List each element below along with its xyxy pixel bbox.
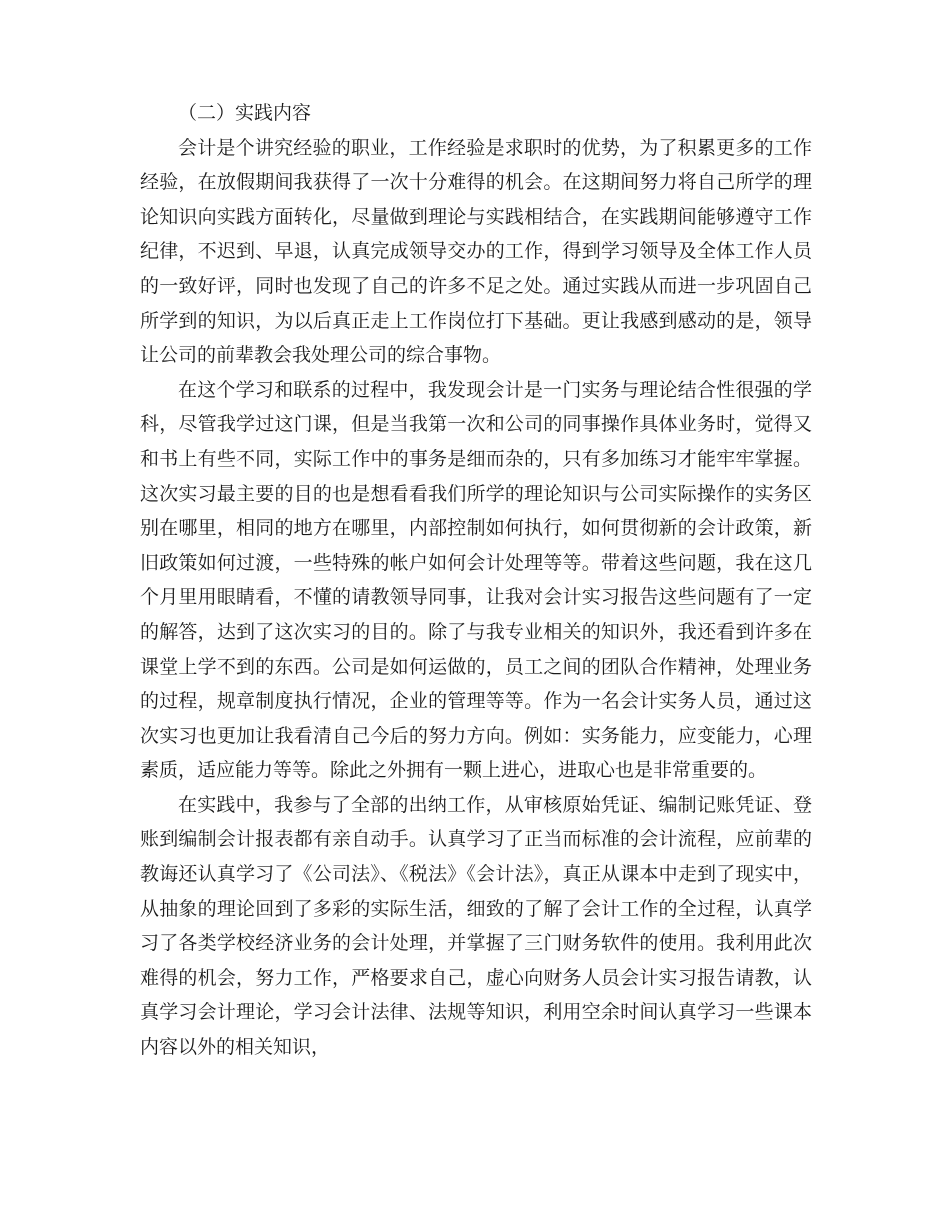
document-body [140, 96, 812, 1065]
paragraph-1: 会计是个讲究经验的职业，工作经验是求职时的优势，为了积累更多的工作经验，在放假期间我获得了一次十分难得的机会。在这期间努力将自己所学的理论知识向实践方面转化，尽量做到理论与实践相结合，在实践期间能够遵守工作纪律，不迟到、早退，认真完成领导交办的工作，得到学习领导及全体工作人员的一致好评，同时也发现了自己的许多不足之处。通过实践从而进一步巩固自己所学到的知识，为以后真正走上工作岗位打下基础。更让我感到感动的是，领导让公司的前辈教会我处理公司的综合事物。 [140, 136, 812, 367]
paragraph-2: 在这个学习和联系的过程中，我发现会计是一门实务与理论结合性很强的学科，尽管我学过这门课，但是当我第一次和公司的同事操作具体业务时，觉得又和书上有些不同，实际工作中的事务是细而杂的，只有多加练习才能牢牢掌握。这次实习最主要的目的也是想看看我们所学的理论知识与公司实际操作的实务区别在哪里，相同的地方在哪里，内部控制如何执行，如何贯彻新的会计政策，新旧政策如何过渡，一些特殊的帐户如何会计处理等等。带着这些问题，我在这几个月里用眼睛看，不懂的请教领导同事，让我对会计实习报告这些问题有了一定的解答，达到了这次实习的目的。除了与我专业相关的知识外，我还看到许多在课堂上学不到的东西。公司是如何运做的，员工之间的团队合作精神，处理业务的过程，规章制度执行情况，企业的管理等等。作为一名会计实务人员，通过这次实习也更加让我看清自己今后的努力方向。例如：实务能力，应变能力，心理素质，适应能力等等。除此之外拥有一颗上进心，进取心也是非常重要的。 [140, 378, 812, 782]
paragraph-3: 在实践中，我参与了全部的出纳工作，从审核原始凭证、编制记账凭证、登账到编制会计报表都有亲自动手。认真学习了正当而标准的会计流程，应前辈的教诲还认真学习了《公司法》、《税法》《会计法》，真正从课本中走到了现实中，从抽象的理论回到了多彩的实际生活，细致的了解了会计工作的全过程，认真学习了各类学校经济业务的会计处理，并掌握了三门财务软件的使用。我利用此次难得的机会，努力工作，严格要求自己，虚心向财务人员会计实习报告请教，认真学习会计理论，学习会计法律、法规等知识，利用空余时间认真学习一些课本内容以外的相关知识， [140, 793, 812, 1059]
section-heading: （二）实践内容 [178, 102, 312, 124]
